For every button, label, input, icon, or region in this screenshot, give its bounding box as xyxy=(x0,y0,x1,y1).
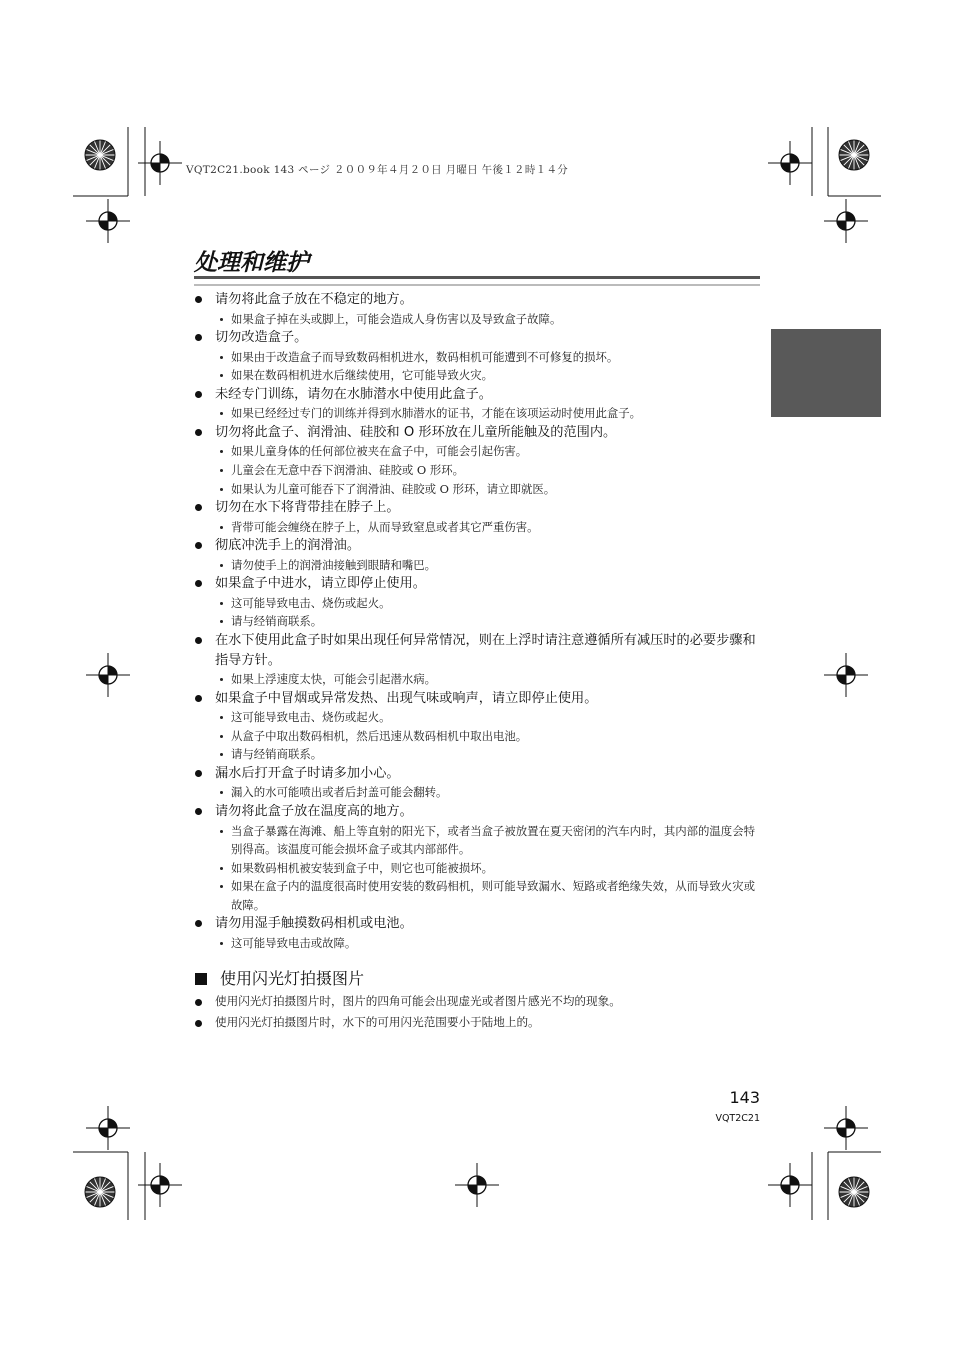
sub-bullet-text: 如果儿童身体的任何部位被夹在盒子中，可能会引起伤害。 xyxy=(231,444,528,459)
bullet-heading-text: 如果盒子中进水，请立即停止使用。 xyxy=(215,576,426,592)
sub-bullet-dot-icon xyxy=(220,564,223,567)
bullet-dot-icon xyxy=(195,391,202,398)
star-target-icon xyxy=(839,1177,869,1207)
bullet-heading xyxy=(194,574,766,594)
square-bullet-icon xyxy=(195,973,207,985)
crosshair-icon xyxy=(824,653,868,697)
bullet-heading-text: 请勿用湿手触摸数码相机或电池。 xyxy=(215,916,413,932)
sub-bullet xyxy=(194,442,766,461)
sub-bullet-dot-icon xyxy=(220,791,223,794)
list-item xyxy=(194,689,766,764)
bullet-dot-icon xyxy=(195,1020,202,1027)
flash-section-title: 使用闪光灯拍摄图片 xyxy=(220,968,365,988)
sub-bullet-dot-icon xyxy=(220,678,223,681)
star-target-icon xyxy=(839,140,869,170)
flash-list-item xyxy=(194,1012,766,1033)
sub-bullet-dot-icon xyxy=(220,830,223,833)
bullet-heading xyxy=(194,385,766,405)
sub-bullet-text: 如果在盒子内的温度很高时使用安装的数码相机，则可能导致漏水、短路或者绝缘失效，从而导致火灾或故障。 xyxy=(231,879,755,912)
print-header: VQT2C21.book 143 ページ ２００９年４月２０日 月曜日 午後１２時１４分 xyxy=(186,164,569,176)
crosshair-icon xyxy=(824,199,868,243)
list-item xyxy=(194,328,766,385)
bullet-dot-icon xyxy=(195,808,202,815)
precaution-list xyxy=(194,290,766,953)
sub-bullet-text: 如果由于改造盒子而导致数码相机进水，数码相机可能遭到不可修复的损坏。 xyxy=(231,349,619,364)
sub-bullet-dot-icon xyxy=(220,318,223,321)
sub-bullet-text: 如果数码相机被安装到盒子中，则它也可能被损坏。 xyxy=(231,860,493,875)
star-target-icon xyxy=(85,1177,115,1207)
sub-bullet xyxy=(194,877,766,914)
sub-bullet-dot-icon xyxy=(220,356,223,359)
sub-bullet xyxy=(194,480,766,499)
bullet-heading-text: 在水下使用此盒子时如果出现任何异常情况，则在上浮时请注意遵循所有减压时的必要步骤和指导方针。 xyxy=(215,633,756,668)
crosshair-icon xyxy=(86,653,130,697)
bullet-dot-icon xyxy=(195,580,202,587)
sub-bullet-dot-icon xyxy=(220,526,223,529)
bullet-heading-text: 切勿将此盒子、润滑油、硅胶和 O 形环放在儿童所能触及的范围内。 xyxy=(215,424,617,440)
sub-bullet xyxy=(194,518,766,537)
sub-bullet xyxy=(194,556,766,575)
sub-bullet-text: 请与经销商联系。 xyxy=(231,614,323,629)
sub-bullet-dot-icon xyxy=(220,374,223,377)
sub-bullet-dot-icon xyxy=(220,469,223,472)
sub-bullet xyxy=(194,670,766,689)
sub-bullet-dot-icon xyxy=(220,602,223,605)
bullet-heading xyxy=(194,764,766,784)
bullet-heading-text: 切勿改造盒子。 xyxy=(215,330,308,346)
crosshair-icon xyxy=(86,199,130,243)
sub-bullet-dot-icon xyxy=(220,716,223,719)
bullet-heading xyxy=(194,914,766,934)
sub-bullet-dot-icon xyxy=(220,885,223,888)
sub-bullet xyxy=(194,745,766,764)
flash-section-heading xyxy=(194,967,766,991)
sub-bullet xyxy=(194,404,766,423)
bullet-dot-icon xyxy=(195,296,202,303)
bullet-heading-text: 请勿将此盒子放在温度高的地方。 xyxy=(215,804,413,819)
bullet-heading xyxy=(194,689,766,709)
sub-bullet-dot-icon xyxy=(220,867,223,870)
list-item xyxy=(194,802,766,914)
sub-bullet-dot-icon xyxy=(220,753,223,756)
sub-bullet xyxy=(194,612,766,631)
section-tab xyxy=(771,329,881,417)
sub-bullet-dot-icon xyxy=(220,620,223,623)
bullet-dot-icon xyxy=(195,429,202,436)
main-content xyxy=(194,290,766,1033)
bullet-heading-text: 漏水后打开盒子时请多加小心。 xyxy=(215,765,400,781)
sub-bullet-text: 从盒子中取出数码相机，然后迅速从数码相机中取出电池。 xyxy=(231,728,528,743)
flash-item-text: 使用闪光灯拍摄图片时，图片的四角可能会出现虚光或者图片感光不均的现象。 xyxy=(215,993,621,1008)
sub-bullet-dot-icon xyxy=(220,942,223,945)
sub-bullet-text: 这可能导致电击或故障。 xyxy=(231,935,357,950)
bullet-dot-icon xyxy=(195,542,202,549)
sub-bullet-dot-icon xyxy=(220,735,223,738)
bullet-heading xyxy=(194,328,766,348)
bullet-heading-text: 切勿在水下将背带挂在脖子上。 xyxy=(215,500,400,516)
bullet-heading xyxy=(194,631,766,670)
sub-bullet-text: 如果在数码相机进水后继续使用，它可能导致火灾。 xyxy=(231,368,493,383)
sub-bullet xyxy=(194,859,766,878)
sub-bullet xyxy=(194,461,766,480)
sub-bullet-text: 这可能导致电击、烧伤或起火。 xyxy=(231,595,391,610)
sub-bullet xyxy=(194,727,766,746)
list-item xyxy=(194,498,766,536)
bullet-dot-icon xyxy=(195,334,202,341)
list-item xyxy=(194,914,766,952)
list-item xyxy=(194,574,766,631)
bullet-dot-icon xyxy=(195,920,202,927)
flash-list-item xyxy=(194,991,766,1012)
bullet-dot-icon xyxy=(195,695,202,702)
bullet-heading xyxy=(194,423,766,443)
list-item xyxy=(194,385,766,423)
bullet-heading xyxy=(194,802,766,822)
sub-bullet-dot-icon xyxy=(220,488,223,491)
sub-bullet xyxy=(194,310,766,329)
title-divider xyxy=(194,276,760,286)
crosshair-icon xyxy=(86,1106,130,1150)
flash-list xyxy=(194,991,766,1033)
star-target-icon xyxy=(85,140,115,170)
sub-bullet-text: 如果上浮速度太快，可能会引起潜水病。 xyxy=(231,672,437,687)
bullet-dot-icon xyxy=(195,504,202,511)
crosshair-icon xyxy=(824,1106,868,1150)
sub-bullet-text: 当盒子暴露在海滩、船上等直射的阳光下，或者当盒子被放置在夏天密闭的汽车内时，其内部的温度会特别得高。该温度可能会损坏盒子或其内部部件。 xyxy=(231,823,755,857)
page-number: 143 xyxy=(729,1088,760,1107)
sub-bullet xyxy=(194,366,766,385)
bullet-heading xyxy=(194,290,766,310)
bullet-heading-text: 如果盒子中冒烟或异常发热、出现气味或响声，请立即停止使用。 xyxy=(215,690,598,706)
bullet-heading-text: 彻底冲洗手上的润滑油。 xyxy=(215,538,361,554)
sub-bullet-text: 如果已经经过专门的训练并得到水肺潜水的证书，才能在该项运动时使用此盒子。 xyxy=(231,406,642,421)
page-title: 处理和维护 xyxy=(194,249,309,276)
sub-bullet-text: 漏入的水可能喷出或者后封盖可能会翻转。 xyxy=(231,785,448,800)
sub-bullet-dot-icon xyxy=(220,450,223,453)
bullet-heading xyxy=(194,536,766,556)
sub-bullet-dot-icon xyxy=(220,412,223,415)
list-item xyxy=(194,423,766,498)
crosshair-icon xyxy=(768,1163,812,1207)
list-item xyxy=(194,631,766,689)
list-item xyxy=(194,764,766,802)
sub-bullet xyxy=(194,822,766,859)
sub-bullet xyxy=(194,708,766,727)
sub-bullet xyxy=(194,348,766,367)
sub-bullet-text: 请与经销商联系。 xyxy=(231,747,323,762)
sub-bullet-text: 如果认为儿童可能吞下了润滑油、硅胶或 O 形环，请立即就医。 xyxy=(231,481,556,496)
flash-item-text: 使用闪光灯拍摄图片时，水下的可用闪光范围要小于陆地上的。 xyxy=(215,1014,540,1029)
bullet-dot-icon xyxy=(195,999,202,1006)
list-item xyxy=(194,536,766,574)
crosshair-icon xyxy=(455,1163,499,1207)
bullet-dot-icon xyxy=(195,637,202,644)
crosshair-icon xyxy=(768,141,812,185)
sub-bullet-text: 请勿使手上的润滑油接触到眼睛和嘴巴。 xyxy=(231,557,437,572)
bullet-heading xyxy=(194,498,766,518)
document-code: VQT2C21 xyxy=(715,1113,760,1124)
sub-bullet-text: 如果盒子掉在头或脚上，可能会造成人身伤害以及导致盒子故障。 xyxy=(231,311,562,326)
bullet-heading-text: 未经专门训练，请勿在水肺潜水中使用此盒子。 xyxy=(215,386,492,402)
bullet-heading-text: 请勿将此盒子放在不稳定的地方。 xyxy=(215,292,413,307)
bullet-dot-icon xyxy=(195,770,202,777)
sub-bullet-text: 背带可能会缠绕在脖子上，从而导致窒息或者其它严重伤害。 xyxy=(231,519,539,534)
sub-bullet xyxy=(194,594,766,613)
sub-bullet xyxy=(194,934,766,953)
sub-bullet-text: 儿童会在无意中吞下润滑油、硅胶或 O 形环。 xyxy=(231,462,465,477)
list-item xyxy=(194,290,766,328)
sub-bullet xyxy=(194,783,766,802)
sub-bullet-text: 这可能导致电击、烧伤或起火。 xyxy=(231,710,391,725)
